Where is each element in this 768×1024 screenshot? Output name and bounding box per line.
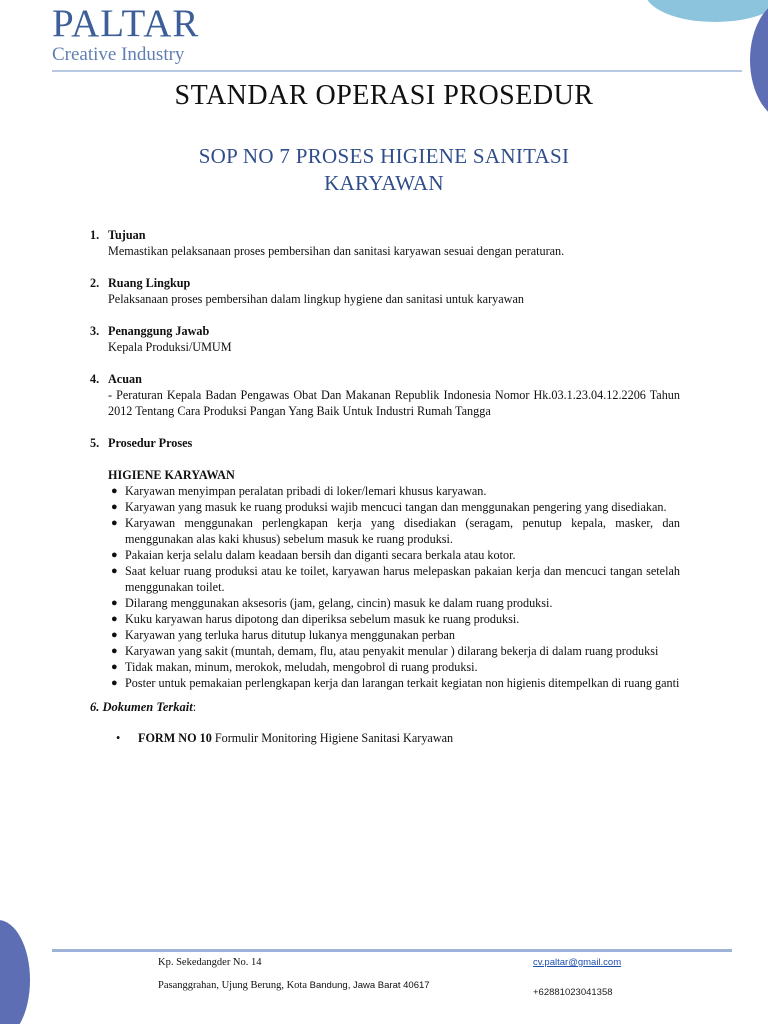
bullet-icon: ● xyxy=(111,565,118,577)
section-heading: Tujuan xyxy=(108,228,146,242)
section-number: 2. xyxy=(90,276,100,290)
procedure-subheading: HIGIENE KARYAWAN xyxy=(108,468,235,482)
list-item: ● Karyawan yang sakit (muntah, demam, flu, atau penyakit menular ) dilarang bekerja di dalam ruang produksi xyxy=(111,644,659,658)
footer-divider xyxy=(52,949,732,952)
list-item: ● Saat keluar ruang produksi atau ke toilet, karyawan harus melepaskan pakaian kerja dan mencuci tangan setelah menggunakan toilet. xyxy=(111,564,680,594)
section-number: 1. xyxy=(90,228,100,242)
section-ruang-lingkup xyxy=(90,275,680,307)
document-name: Formulir Monitoring Higiene Sanitasi Karyawan xyxy=(211,731,454,745)
section-prosedur-proses xyxy=(90,435,680,691)
list-item: ● Karyawan yang terluka harus ditutup lukanya menggunakan perban xyxy=(111,628,455,642)
dark-blue-shape xyxy=(0,920,30,1024)
document-item xyxy=(90,730,680,746)
section-number: 5. xyxy=(90,436,100,450)
subtitle-line-2: KARYAWAN xyxy=(324,171,444,195)
list-item: ● Pakaian kerja selalu dalam keadaan bersih dan diganti secara berkala atau kotor. xyxy=(111,548,516,562)
bullet-icon: ● xyxy=(111,661,118,673)
list-item: ● Tidak makan, minum, merokok, meludah, mengobrol di ruang produksi. xyxy=(111,660,478,674)
document-title: STANDAR OPERASI PROSEDUR xyxy=(174,80,594,111)
list-item: ● Karyawan menggunakan perlengkapan kerja yang disediakan (seragam, penutup kepala, masker, dan menggunakan alas kaki khusus) sebelum masuk ke ruang produksi. xyxy=(111,516,680,546)
section-dokumen-terkait xyxy=(90,699,680,746)
document-body xyxy=(90,227,680,762)
bullet-icon: ● xyxy=(111,501,118,513)
company-logo xyxy=(52,4,199,66)
list-item: ● Kuku karyawan harus dipotong dan diperiksa sebelum masuk ke ruang produksi. xyxy=(111,612,520,626)
list-item: ● Karyawan menyimpan peralatan pribadi di loker/lemari khusus karyawan. xyxy=(111,484,487,498)
footer-phone: +62881023041358 xyxy=(533,987,613,998)
section-body: Pelaksanaan proses pembersihan dalam lingkup hygiene dan sanitasi untuk karyawan xyxy=(108,292,524,306)
logo-name: PALTAR xyxy=(52,2,200,45)
section-body: - Peraturan Kepala Badan Pengawas Obat Dan Makanan Republik Indonesia Nomor Hk.03.1.23.04.12.2206 Tahun 2012 Tentang Cara Produksi Pangan Yang Baik Untuk Industri Rumah Tangga xyxy=(108,388,680,418)
bullet-icon: ● xyxy=(111,517,118,529)
subtitle-line-1: SOP NO 7 PROSES HIGIENE SANITASI xyxy=(198,144,570,168)
bullet-icon: ● xyxy=(111,597,118,609)
bullet-icon: ● xyxy=(111,485,118,497)
list-item: ● Dilarang menggunakan aksesoris (jam, gelang, cincin) masuk ke dalam ruang produksi. xyxy=(111,596,553,610)
bullet-icon: ● xyxy=(111,629,118,641)
section-acuan xyxy=(90,371,680,419)
footer-address-line-1: Kp. Sekedangder No. 14 xyxy=(158,957,262,968)
bullet-icon: ● xyxy=(111,613,118,625)
footer-email-link[interactable]: cv.paltar@gmail.com xyxy=(533,957,622,968)
section-heading: Prosedur Proses xyxy=(108,436,193,450)
documents-colon: : xyxy=(192,700,197,714)
section-body: Memastikan pelaksanaan proses pembersihan dan sanitasi karyawan sesuai dengan peraturan. xyxy=(108,244,565,258)
document-subtitle xyxy=(134,143,634,197)
section-body: Kepala Produksi/UMUM xyxy=(108,340,232,354)
section-heading: Acuan xyxy=(108,372,142,386)
section-penanggung-jawab xyxy=(90,323,680,355)
bullet-icon: ● xyxy=(111,677,118,689)
bullet-icon: • xyxy=(116,731,121,745)
footer-address-line-2: Pasanggrahan, Ujung Berung, Kota Bandung, Jawa Barat 40617 xyxy=(158,980,430,991)
section-heading: Ruang Lingkup xyxy=(108,276,191,290)
bullet-icon: ● xyxy=(111,645,118,657)
list-item: ● Karyawan yang masuk ke ruang produksi wajib mencuci tangan dan menggunakan pengering yang disediakan. xyxy=(111,500,667,514)
logo-tagline: Creative Industry xyxy=(52,44,185,65)
document-code: FORM NO 10 xyxy=(138,731,212,745)
light-blue-shape xyxy=(645,0,768,22)
documents-heading: 6. Dokumen Terkait xyxy=(90,700,193,714)
section-heading: Penanggung Jawab xyxy=(108,324,210,338)
section-number: 4. xyxy=(90,372,100,386)
procedure-list xyxy=(90,483,680,691)
bottom-left-decoration xyxy=(0,920,70,1024)
header-divider xyxy=(52,70,742,72)
section-number: 3. xyxy=(90,324,100,338)
bullet-icon: ● xyxy=(111,549,118,561)
list-item: ● Poster untuk pemakaian perlengkapan kerja dan larangan terkait kegiatan non higienis ditempelkan di ruang ganti xyxy=(111,676,680,690)
section-tujuan xyxy=(90,227,680,259)
